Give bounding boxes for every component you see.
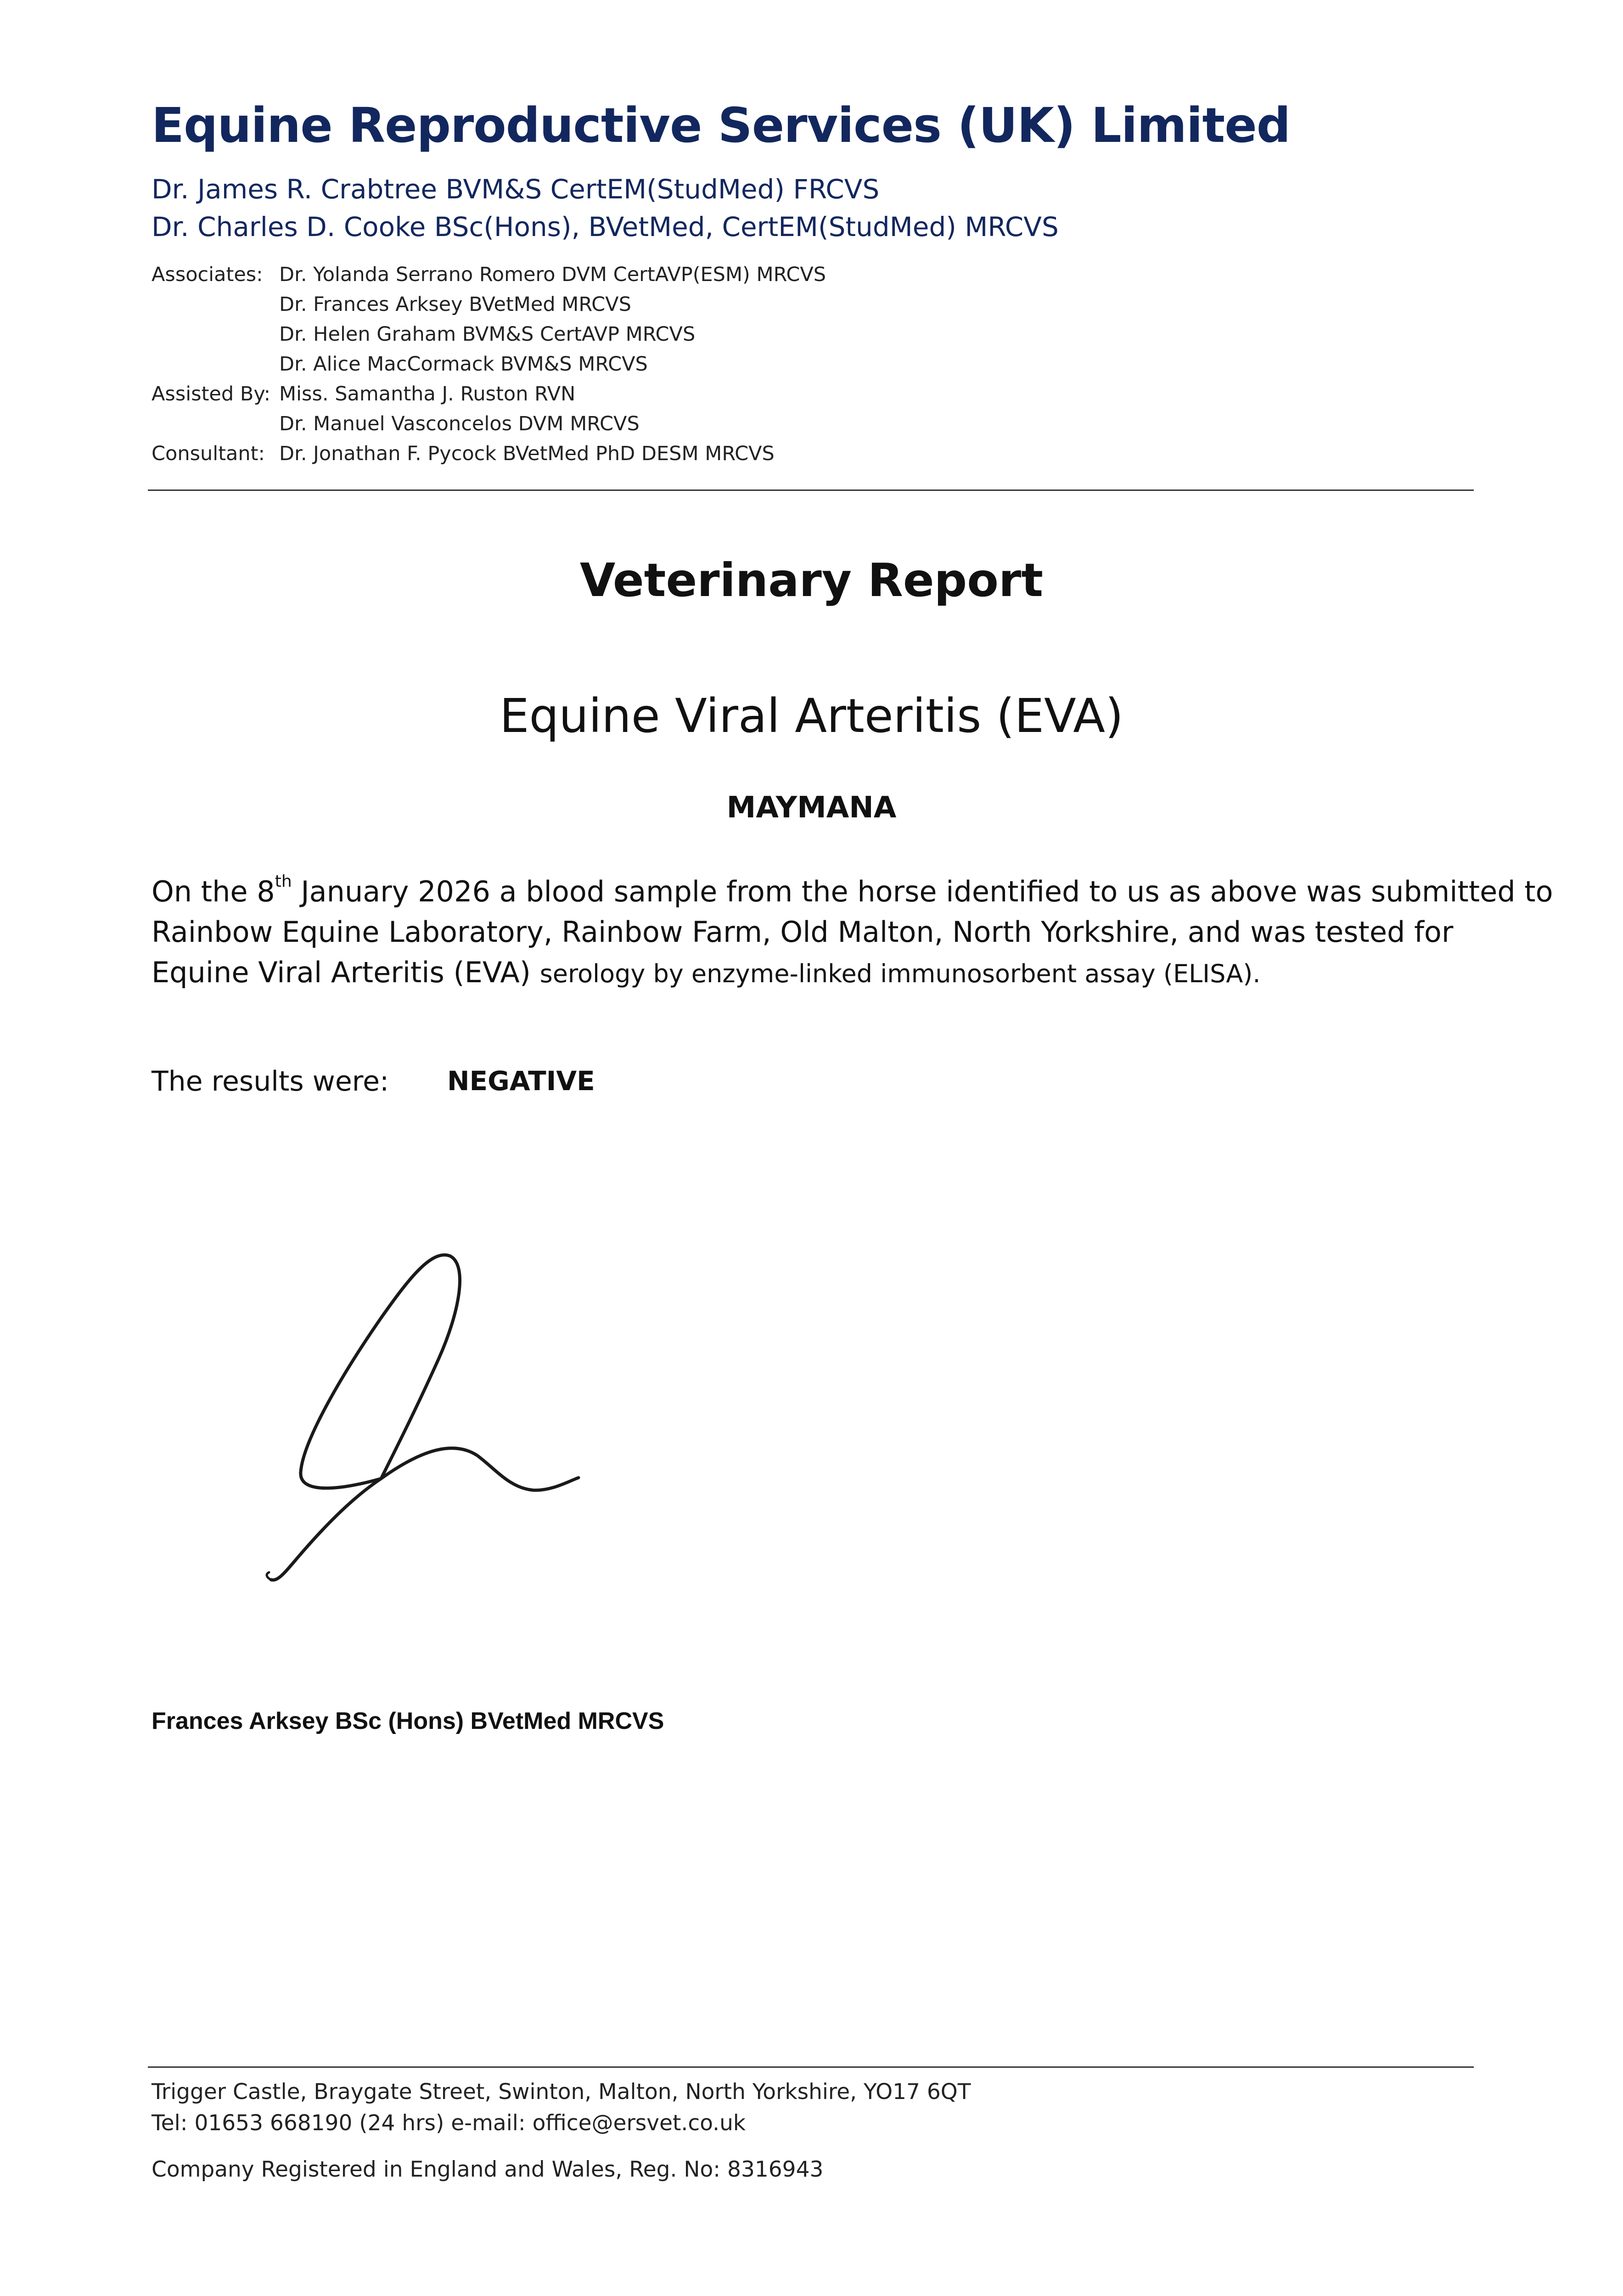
partner-name: Dr. James R. Crabtree BVM&S CertEM(StudMed) FRCVS [152, 174, 880, 205]
test-name: Equine Viral Arteritis (EVA) [500, 689, 1123, 743]
footer-contact: Tel: 01653 668190 (24 hrs) e-mail: office@ersvet.co.uk [152, 2110, 746, 2136]
partner-name: Dr. Charles D. Cooke BSc(Hons), BVetMed, CertEM(StudMed) MRCVS [152, 211, 1059, 242]
assistant-name: Miss. Samantha J. Ruston RVN [279, 383, 576, 405]
assisted-by-label: Assisted By: [152, 383, 271, 405]
company-name: Equine Reproductive Services (UK) Limited [152, 97, 1291, 153]
associates-label: Associates: [152, 263, 263, 286]
associate-name: Dr. Frances Arksey BVetMed MRCVS [279, 293, 631, 316]
report-body-line [152, 872, 1553, 908]
header-divider [148, 490, 1474, 491]
footer-address: Trigger Castle, Braygate Street, Swinton, Malton, North Yorkshire, YO17 6QT [152, 2079, 971, 2105]
report-body-line [152, 956, 1261, 989]
body-text: January 2026 a blood sample from the horse identified to us as above was submitted to [292, 875, 1553, 908]
signature-image [257, 1240, 615, 1589]
associate-name: Dr. Yolanda Serrano Romero DVM CertAVP(ESM) MRCVS [279, 263, 826, 286]
associate-name: Dr. Helen Graham BVM&S CertAVP MRCVS [279, 323, 696, 346]
body-text: Equine Viral Arteritis (EVA) [152, 956, 540, 989]
signatory-name: Frances Arksey BSc (Hons) BVetMed MRCVS [152, 1708, 664, 1734]
footer-divider [148, 2066, 1474, 2068]
results-value: NEGATIVE [447, 1065, 595, 1097]
ordinal-suffix: th [275, 872, 292, 891]
consultant-name: Dr. Jonathan F. Pycock BVetMed PhD DESM MRCVS [279, 442, 775, 465]
assistant-name: Dr. Manuel Vasconcelos DVM MRCVS [279, 412, 640, 435]
report-body-line: Rainbow Equine Laboratory, Rainbow Farm, Old Malton, North Yorkshire, and was tested for [152, 915, 1454, 949]
results-label: The results were: [152, 1065, 389, 1097]
consultant-label: Consultant: [152, 442, 265, 465]
footer-registration: Company Registered in England and Wales, Reg. No: 8316943 [152, 2157, 824, 2182]
report-title: Veterinary Report [579, 553, 1044, 607]
horse-name: MAYMANA [726, 791, 897, 825]
associate-name: Dr. Alice MacCormack BVM&S MRCVS [279, 353, 648, 376]
body-text: serology by enzyme-linked immunosorbent assay (ELISA). [539, 959, 1261, 988]
body-text: On the 8 [152, 875, 275, 908]
